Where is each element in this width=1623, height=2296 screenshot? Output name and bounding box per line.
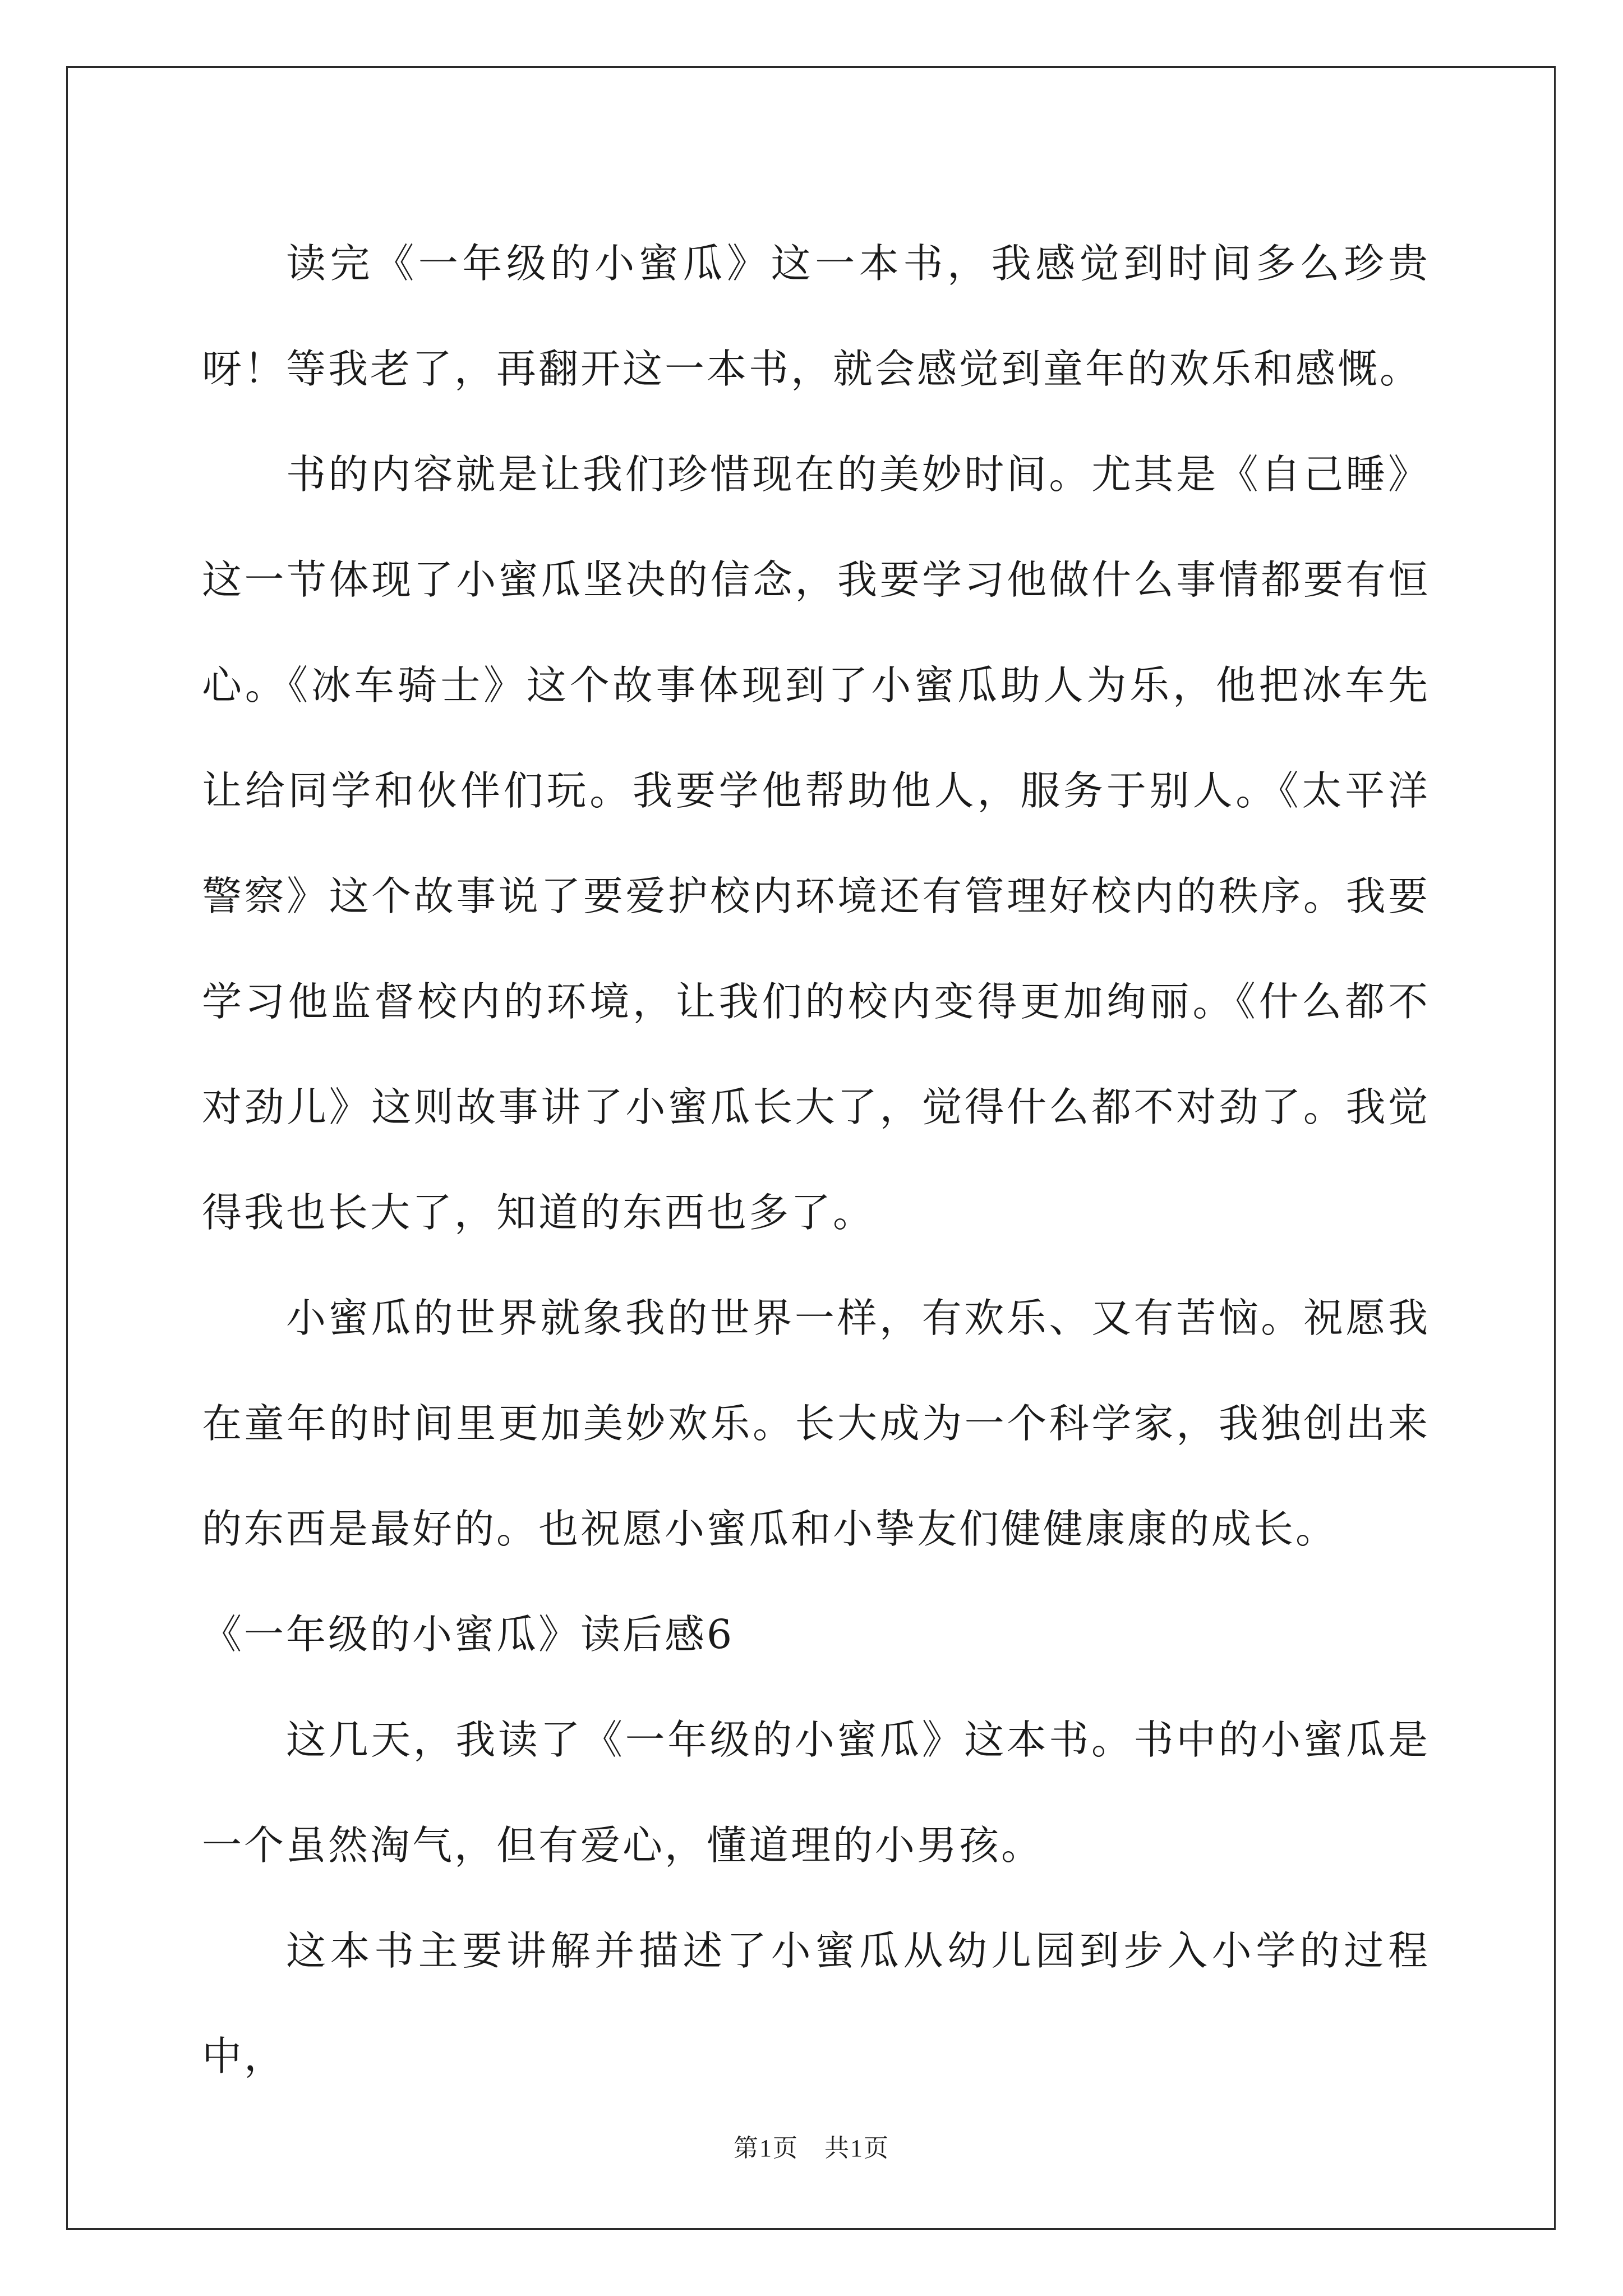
paragraph-5: 这本书主要讲解并描述了小蜜瓜从幼儿园到步入小学的过程中， [202, 1927, 1430, 2079]
paragraph-1: 读完《一年级的小蜜瓜》这一本书，我感觉到时间多么珍贵呀！等我老了，再翻开这一本书，就会感觉到童年的欢乐和感慨。 [202, 240, 1430, 392]
paragraph-2: 书的内容就是让我们珍惜现在的美妙时间。尤其是《自己睡》这一节体现了小蜜瓜坚决的信念，我要学习他做什么事情都要有恒心。《冰车骑士》这个故事体现到了小蜜瓜助人为乐，他把冰车先让给同学和伙伴们玩。我要学他帮助他人，服务于别人。《太平洋警察》这个故事说了要爱护校内环境还有管理好校内的秩序。我要学习他监督校内的环境，让我们的校内变得更加绚丽。《什么都不对劲儿》这则故事讲了小蜜瓜长大了，觉得什么都不对劲了。我觉得我也长大了，知道的东西也多了。 [202, 451, 1430, 1236]
paragraph-4: 这几天，我读了《一年级的小蜜瓜》这本书。书中的小蜜瓜是一个虽然淘气，但有爱心，懂道理的小男孩。 [202, 1717, 1430, 1869]
section-heading: 《一年级的小蜜瓜》读后感6 [202, 1611, 735, 1658]
document-body [202, 211, 1430, 2109]
paragraph-3: 小蜜瓜的世界就象我的世界一样，有欢乐、又有苦恼。祝愿我在童年的时间里更加美妙欢乐。长大成为一个科学家，我独创出来的东西是最好的。也祝愿小蜜瓜和小挚友们健健康康的成长。 [202, 1295, 1430, 1552]
page-footer: 第1页 共1页 [734, 2134, 889, 2162]
